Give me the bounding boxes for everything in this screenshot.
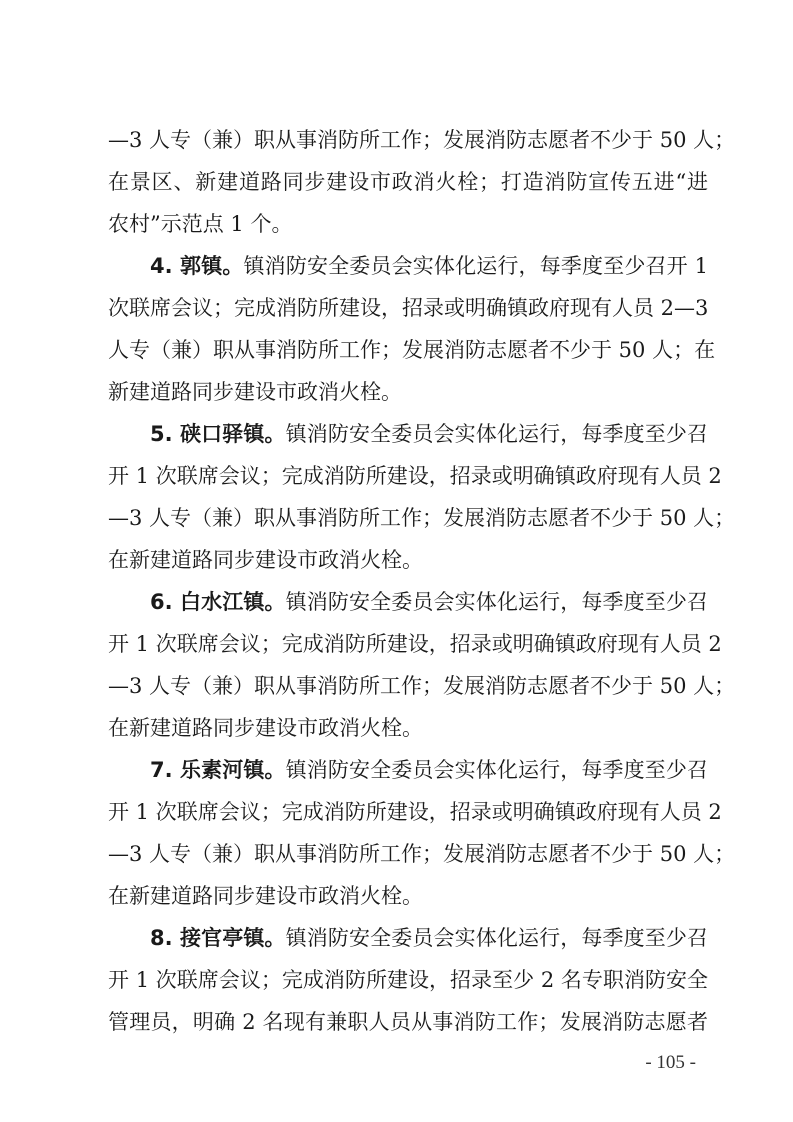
section-heading: 5. 硖口驿镇。 — [150, 422, 286, 446]
text-run: 镇消防安全委员会实体化运行，每季度至少召 — [285, 422, 709, 446]
text-line: 新建道路同步建设市政消火栓。 — [108, 380, 402, 404]
text-line: —3 人专（兼）职从事消防所工作；发展消防志愿者不少于 50 人； — [108, 842, 736, 866]
section-heading: 6. 白水江镇。 — [150, 590, 286, 614]
text-run: 镇消防安全委员会实体化运行，每季度至少召 — [285, 590, 709, 614]
paragraph-first-line — [150, 420, 708, 448]
text-line: 开 1 次联席会议；完成消防所建设，招录或明确镇政府现有人员 2 — [108, 800, 722, 824]
text-line: 在新建道路同步建设市政消火栓。 — [108, 884, 423, 908]
paragraph-first-line — [150, 588, 708, 616]
text-line: 在景区、新建道路同步建设市政消火栓；打造消防宣传五进“进 — [108, 170, 708, 194]
text-line: —3 人专（兼）职从事消防所工作；发展消防志愿者不少于 50 人； — [108, 674, 736, 698]
paragraph-first-line — [150, 924, 708, 952]
text-line: —3 人专（兼）职从事消防所工作；发展消防志愿者不少于 50 人； — [108, 128, 736, 152]
text-run: 镇消防安全委员会实体化运行，每季度至少召开 1 — [243, 254, 708, 278]
text-run: 镇消防安全委员会实体化运行，每季度至少召 — [285, 926, 709, 950]
text-line: —3 人专（兼）职从事消防所工作；发展消防志愿者不少于 50 人； — [108, 506, 736, 530]
text-line: 开 1 次联席会议；完成消防所建设，招录至少 2 名专职消防安全 — [108, 968, 708, 992]
text-line: 次联席会议；完成消防所建设，招录或明确镇政府现有人员 2—3 — [108, 296, 709, 320]
paragraph-first-line — [150, 756, 708, 784]
text-line: 管理员，明确 2 名现有兼职人员从事消防工作；发展消防志愿者 — [108, 1010, 708, 1034]
text-line: 在新建道路同步建设市政消火栓。 — [108, 716, 423, 740]
text-run: 镇消防安全委员会实体化运行，每季度至少召 — [285, 758, 709, 782]
text-line: 开 1 次联席会议；完成消防所建设，招录或明确镇政府现有人员 2 — [108, 632, 722, 656]
text-line: 农村”示范点 1 个。 — [108, 212, 293, 236]
section-heading: 8. 接官亭镇。 — [150, 926, 286, 950]
section-heading: 4. 郭镇。 — [150, 254, 244, 278]
text-line: 人专（兼）职从事消防所工作；发展消防志愿者不少于 50 人；在 — [108, 338, 716, 362]
page-number: - 105 - — [645, 1052, 696, 1073]
section-heading: 7. 乐素河镇。 — [150, 758, 286, 782]
text-line: 在新建道路同步建设市政消火栓。 — [108, 548, 423, 572]
paragraph-first-line — [150, 252, 708, 280]
text-line: 开 1 次联席会议；完成消防所建设，招录或明确镇政府现有人员 2 — [108, 464, 722, 488]
